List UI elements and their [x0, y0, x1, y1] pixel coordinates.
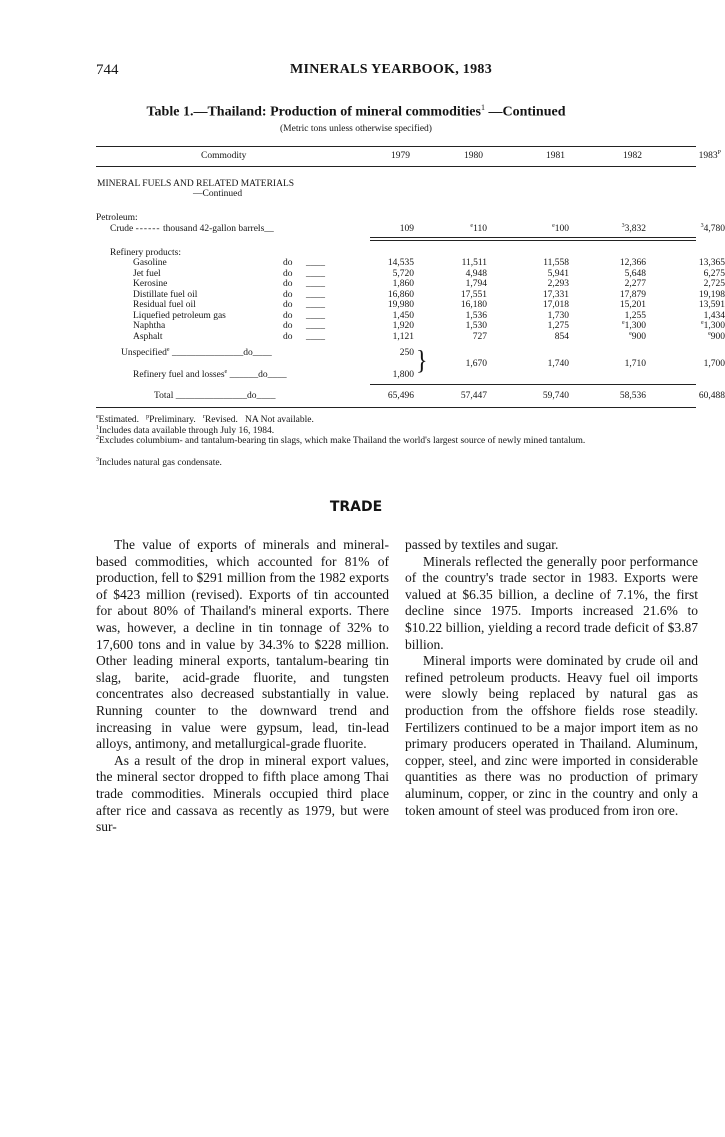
footnote-3: $^3$Includes natural gas condensate.	[96, 456, 222, 468]
paragraph: The value of exports of minerals and mineral-based commodities, which accounted for 81% of production, fell to $291 million from the 1982 exports of $423 million (revised). Exports of tin accounted for about 80% of Thailand's mineral exports. There was, however, a decline in tin tonnage of 32% to 17,600 tons and in value by 34.3% to $228 million. Other leading mineral exports, tantalum-bearing tin slag, barite, acid-grade fluorite, and tungsten concentrates also decreased substantially in value. Running counter to the downward trend and increasing in value were gypsum, lead, tin-lead alloys, antimony, and metallurgical-grade fluorite.	[96, 537, 389, 752]
cell-value: 1,530	[465, 321, 487, 331]
cell-value: $^e$900	[629, 330, 646, 342]
cell-value: 17,551	[460, 289, 487, 300]
cell-value: 14,535	[387, 258, 414, 268]
crude-value: $^3$3,832	[621, 222, 646, 234]
paragraph: Mineral imports were dominated by crude oil and refined petroleum products. Heavy fuel oil imports were slowly being replaced by natural gas as production from the offshore fields rose steadily. Fertilizers continued to be a major import item as no primary producers operated in Thailand. Aluminum, copper, steel, and zinc were imported in considerable quantities as there was no production of primary aluminum, copper, or zinc in the country and only a token amount of steel was produced from iron ore.	[405, 653, 698, 818]
column-header-year: 1982	[623, 151, 642, 161]
left-column	[96, 537, 389, 836]
cell-value: 1,121	[392, 331, 414, 342]
row-label: Liquefied petroleum gas do ____	[133, 310, 325, 321]
cell-value: $^e$1,300	[700, 319, 725, 331]
cell-value: 4,948	[465, 268, 487, 279]
fuel-losses-1979: 1,800	[392, 370, 414, 380]
cell-value: 16,860	[387, 289, 414, 300]
row-label: Distillate fuel oil do ____	[133, 289, 325, 300]
total-value: 65,496	[387, 391, 414, 401]
refinery-label: Refinery products:	[110, 248, 181, 258]
cell-value: 1,536	[465, 310, 487, 321]
crude-rule	[370, 237, 696, 238]
cell-value: 13,591	[698, 300, 725, 310]
cell-value: 727	[472, 331, 487, 342]
table-title: Table 1.—Thailand: Production of mineral commodities$^1$ —Continued	[146, 103, 566, 120]
section-continued: —Continued	[193, 189, 243, 199]
column-header-commodity: Commodity	[201, 151, 247, 161]
column-header-year: $1983^P$	[698, 149, 721, 161]
cell-value: 19,198	[698, 289, 725, 300]
cell-value: 1,275	[547, 321, 569, 331]
crude-value: $^e$110	[470, 222, 487, 234]
combined-value: 1,740	[547, 359, 569, 369]
footnote-2: $^2$Excludes columbium- and tantalum-bearing tin slags, which make Thailand the world's largest source of newly mined tantalum.	[96, 434, 586, 446]
row-label: Kerosine do ____	[133, 279, 325, 289]
cell-value: 19,980	[387, 300, 414, 310]
cell-value: 854	[554, 331, 569, 342]
row-label: Residual fuel oil do ____	[133, 300, 325, 310]
combined-value: 1,710	[624, 359, 646, 369]
bracket-icon: }	[416, 345, 428, 376]
total-label: Total _______________do____	[154, 391, 276, 401]
crude-value: $^e$100	[552, 222, 569, 234]
fuel-losses-label: Refinery fuel and losses$^e$ ______do____	[133, 368, 287, 380]
total-value: 59,740	[542, 391, 569, 401]
paragraph: Minerals reflected the generally poor performance of the country's trade sector in 1983. Exports were valued at $6.35 billion, a decline of 7.1%, the first decline since 1975. Imports increased 21.6% to $10.22 billion, yielding a record trade deficit of $3.87 billion.	[405, 553, 698, 652]
cell-value: $^e$1,300	[621, 319, 646, 331]
paragraph: As a result of the drop in mineral export values, the mineral sector dropped to fifth place among Thai trade commodities. Minerals occupied third place after rice and cassava as recently as 1979, but were sur-	[96, 752, 389, 835]
row-label: Gasoline do ____	[133, 258, 325, 268]
running-title: MINERALS YEARBOOK, 1983	[290, 62, 493, 77]
section-heading: MINERAL FUELS AND RELATED MATERIALS	[97, 179, 295, 189]
cell-value: 11,511	[461, 258, 487, 268]
cell-value: 16,180	[460, 300, 487, 310]
total-rule	[370, 384, 696, 385]
crude-value: 109	[399, 224, 414, 234]
crude-rule-2	[370, 240, 696, 241]
right-column	[405, 537, 698, 819]
table-top-rule	[96, 146, 696, 147]
cell-value: 17,331	[542, 289, 569, 300]
cell-value: 12,366	[619, 258, 646, 268]
cell-value: 1,920	[392, 321, 414, 331]
cell-value: $^e$900	[708, 330, 725, 342]
cell-value: 5,648	[624, 268, 646, 279]
petroleum-label: Petroleum:	[96, 213, 138, 223]
cell-value: 1,450	[392, 310, 414, 321]
cell-value: 5,720	[392, 268, 414, 279]
cell-value: 2,293	[547, 279, 569, 289]
paragraph: passed by textiles and sugar.	[405, 537, 559, 552]
cell-value: 2,277	[624, 279, 646, 289]
row-label: Naphtha do ____	[133, 321, 325, 331]
cell-value: 1,434	[703, 310, 725, 321]
table-subtitle: (Metric tons unless otherwise specified)	[280, 124, 432, 134]
cell-value: 1,730	[547, 310, 569, 321]
cell-value: 2,725	[703, 279, 725, 289]
cell-value: 5,941	[547, 268, 569, 279]
crude-label: Crude ------ thousand 42-gallon barrels__	[110, 224, 274, 234]
total-value: 60,488	[698, 391, 725, 401]
column-header-year: 1981	[546, 151, 565, 161]
table-header-rule	[96, 166, 696, 167]
cell-value: 11,558	[543, 258, 569, 268]
cell-value: 1,794	[465, 279, 487, 289]
cell-value: 17,018	[542, 300, 569, 310]
cell-value: 13,365	[698, 258, 725, 268]
cell-value: 1,255	[624, 310, 646, 321]
section-title: TRADE	[329, 499, 383, 515]
page-number: 744	[96, 62, 119, 78]
table-bottom-rule	[96, 407, 696, 408]
combined-value: 1,700	[703, 359, 725, 369]
footnote-1: $^1$Includes data available through July 16, 1984.	[96, 424, 275, 436]
row-label: Asphalt do ____	[133, 331, 325, 342]
unspecified-label: Unspecified$^e$ _______________do____	[121, 346, 272, 358]
column-header-year: 1980	[464, 151, 483, 161]
cell-value: 1,860	[392, 279, 414, 289]
row-label: Jet fuel do ____	[133, 268, 325, 279]
total-value: 57,447	[460, 391, 487, 401]
combined-value: 1,670	[465, 359, 487, 369]
crude-value: $^3$4,780	[700, 222, 725, 234]
cell-value: 15,201	[619, 300, 646, 310]
column-header-year: 1979	[391, 151, 410, 161]
total-value: 58,536	[619, 391, 646, 401]
footnote-legend: $^e$Estimated. $^p$Preliminary. $^r$Revised. NA Not available.	[96, 413, 321, 425]
cell-value: 6,275	[703, 268, 725, 279]
unspecified-1979: 250	[399, 348, 414, 358]
cell-value: 17,879	[619, 289, 646, 300]
